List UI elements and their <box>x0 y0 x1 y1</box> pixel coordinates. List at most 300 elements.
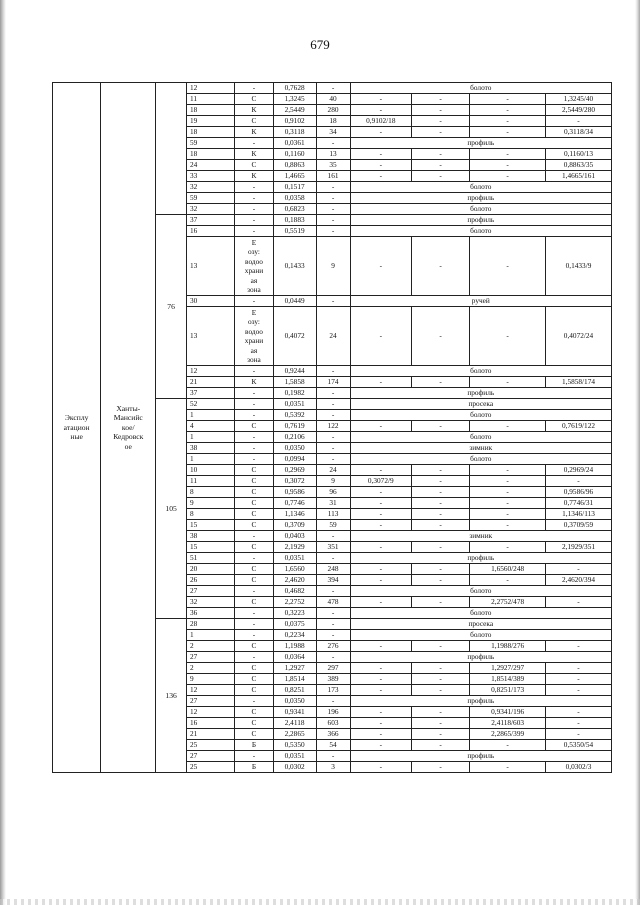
value-cell-3: 1,6560/248 <box>470 564 546 575</box>
category-cell: - <box>235 138 273 149</box>
value-cell-4: 1,1346/113 <box>546 509 612 520</box>
category-cell: - <box>235 531 273 542</box>
land-type-cell: просека <box>350 399 611 410</box>
category-cell: - <box>235 215 273 226</box>
volume-cell: - <box>316 138 350 149</box>
category-cell: - <box>235 193 273 204</box>
value-cell-3: - <box>470 476 546 487</box>
plot-number-cell: 27 <box>186 751 234 762</box>
value-cell-1: - <box>350 597 411 608</box>
volume-cell: 59 <box>316 520 350 531</box>
value-cell-2: - <box>412 149 470 160</box>
quarter-cell: 136 <box>156 619 187 773</box>
value-cell-4: - <box>546 674 612 685</box>
land-type-cell: просека <box>350 619 611 630</box>
category-cell: К <box>235 149 273 160</box>
category-cell: С <box>235 94 273 105</box>
scan-edge-left <box>0 0 6 905</box>
volume-cell: - <box>316 182 350 193</box>
land-type-cell: болото <box>350 454 611 465</box>
table-row <box>53 83 612 94</box>
status-cell-line: ные <box>70 432 83 442</box>
value-cell-1: - <box>350 171 411 182</box>
category-cell: С <box>235 674 273 685</box>
value-cell-3: - <box>470 487 546 498</box>
plot-number-cell: 4 <box>186 421 234 432</box>
plot-number-cell: 32 <box>186 597 234 608</box>
value-cell-2: - <box>412 105 470 116</box>
value-cell-1: - <box>350 707 411 718</box>
value-cell-4: - <box>546 718 612 729</box>
value-cell-3: - <box>470 762 546 773</box>
organization-cell-line: ое <box>124 441 132 451</box>
area-cell: 0,9102 <box>273 116 316 127</box>
area-cell: 0,5392 <box>273 410 316 421</box>
value-cell-2: - <box>412 685 470 696</box>
area-cell: 0,7628 <box>273 83 316 94</box>
category-cell: - <box>235 454 273 465</box>
land-type-cell: профиль <box>350 388 611 399</box>
category-cell: - <box>235 399 273 410</box>
volume-cell: 603 <box>316 718 350 729</box>
area-cell: 0,1433 <box>273 237 316 296</box>
area-cell: 0,0351 <box>273 553 316 564</box>
plot-number-cell: 1 <box>186 410 234 421</box>
volume-cell: 280 <box>316 105 350 116</box>
category-cell: - <box>235 296 273 307</box>
land-type-cell: болото <box>350 630 611 641</box>
volume-cell: - <box>316 751 350 762</box>
category-cell: К <box>235 105 273 116</box>
value-cell-4: 0,0302/3 <box>546 762 612 773</box>
value-cell-3: - <box>470 105 546 116</box>
value-cell-3: 2,2752/478 <box>470 597 546 608</box>
value-cell-4: - <box>546 641 612 652</box>
area-cell: 1,6560 <box>273 564 316 575</box>
value-cell-3: - <box>470 575 546 586</box>
volume-cell: 96 <box>316 487 350 498</box>
plot-number-cell: 18 <box>186 127 234 138</box>
category-cell: С <box>235 597 273 608</box>
category-cell <box>235 237 273 296</box>
organization-cell-line: Кедровск <box>113 432 144 442</box>
value-cell-3: - <box>470 465 546 476</box>
value-cell-2: - <box>412 171 470 182</box>
category-cell: - <box>235 619 273 630</box>
area-cell: 0,2106 <box>273 432 316 443</box>
value-cell-1: - <box>350 762 411 773</box>
area-cell: 0,0351 <box>273 399 316 410</box>
volume-cell: 366 <box>316 729 350 740</box>
plot-number-cell: 15 <box>186 542 234 553</box>
value-cell-4: 2,1929/351 <box>546 542 612 553</box>
organization-cell-line: Ханты- <box>116 403 141 413</box>
value-cell-4: 0,3709/59 <box>546 520 612 531</box>
category-cell: С <box>235 476 273 487</box>
area-cell: 2,4620 <box>273 575 316 586</box>
volume-cell: - <box>316 215 350 226</box>
area-cell: 0,1517 <box>273 182 316 193</box>
land-type-cell: болото <box>350 366 611 377</box>
category-cell: К <box>235 127 273 138</box>
plot-number-cell: 8 <box>186 509 234 520</box>
land-type-cell: профиль <box>350 696 611 707</box>
category-line: ая <box>250 275 258 285</box>
volume-cell: - <box>316 619 350 630</box>
value-cell-1: - <box>350 575 411 586</box>
value-cell-2: - <box>412 520 470 531</box>
value-cell-3: - <box>470 509 546 520</box>
value-cell-2: - <box>412 641 470 652</box>
volume-cell: 161 <box>316 171 350 182</box>
land-type-cell: ручей <box>350 296 611 307</box>
plot-number-cell: 28 <box>186 619 234 630</box>
category-cell: - <box>235 553 273 564</box>
category-cell <box>235 307 273 366</box>
plot-number-cell: 52 <box>186 399 234 410</box>
value-cell-4: 0,7619/122 <box>546 421 612 432</box>
category-cell: - <box>235 366 273 377</box>
volume-cell: 31 <box>316 498 350 509</box>
organization-cell-line: кое/ <box>121 422 135 432</box>
value-cell-1: - <box>350 465 411 476</box>
area-cell: 2,2865 <box>273 729 316 740</box>
plot-number-cell: 59 <box>186 193 234 204</box>
status-cell-line: атацион <box>63 422 90 432</box>
category-cell: Б <box>235 740 273 751</box>
value-cell-2: - <box>412 718 470 729</box>
plot-number-cell: 27 <box>186 586 234 597</box>
status-cell <box>53 83 101 773</box>
category-cell: - <box>235 443 273 454</box>
category-cell: С <box>235 498 273 509</box>
area-cell: 1,1346 <box>273 509 316 520</box>
plot-number-cell: 11 <box>186 94 234 105</box>
category-cell: С <box>235 487 273 498</box>
volume-cell: 113 <box>316 509 350 520</box>
organization-cell-line: Мансийс <box>113 413 143 423</box>
volume-cell: 122 <box>316 421 350 432</box>
volume-cell: 40 <box>316 94 350 105</box>
value-cell-3: - <box>470 421 546 432</box>
area-cell: 0,6823 <box>273 204 316 215</box>
value-cell-2: - <box>412 421 470 432</box>
land-type-cell: профиль <box>350 751 611 762</box>
land-type-cell: профиль <box>350 193 611 204</box>
area-cell: 0,2234 <box>273 630 316 641</box>
plot-number-cell: 18 <box>186 105 234 116</box>
plot-number-cell: 25 <box>186 740 234 751</box>
volume-cell: - <box>316 83 350 94</box>
value-cell-2: - <box>412 542 470 553</box>
category-cell: С <box>235 641 273 652</box>
volume-cell: 276 <box>316 641 350 652</box>
area-cell: 0,1160 <box>273 149 316 160</box>
area-cell: 0,9244 <box>273 366 316 377</box>
land-type-cell: зимник <box>350 443 611 454</box>
volume-cell: 34 <box>316 127 350 138</box>
value-cell-3: - <box>470 116 546 127</box>
value-cell-1: - <box>350 641 411 652</box>
volume-cell: - <box>316 366 350 377</box>
value-cell-4: 2,5449/280 <box>546 105 612 116</box>
page-number: 679 <box>310 37 330 52</box>
area-cell: 0,5350 <box>273 740 316 751</box>
category-cell: К <box>235 171 273 182</box>
area-cell: 0,1883 <box>273 215 316 226</box>
volume-cell: - <box>316 204 350 215</box>
plot-number-cell: 12 <box>186 83 234 94</box>
value-cell-1: - <box>350 487 411 498</box>
value-cell-3: 1,1988/276 <box>470 641 546 652</box>
value-cell-3: - <box>470 94 546 105</box>
value-cell-3: - <box>470 542 546 553</box>
value-cell-3: - <box>470 171 546 182</box>
value-cell-2: - <box>412 465 470 476</box>
value-cell-4: - <box>546 685 612 696</box>
area-cell: 0,1982 <box>273 388 316 399</box>
value-cell-4: 1,3245/40 <box>546 94 612 105</box>
plot-number-cell: 38 <box>186 531 234 542</box>
land-type-cell: зимник <box>350 531 611 542</box>
value-cell-2: - <box>412 377 470 388</box>
volume-cell: - <box>316 410 350 421</box>
volume-cell: - <box>316 630 350 641</box>
area-cell: 0,8251 <box>273 685 316 696</box>
category-cell: - <box>235 410 273 421</box>
value-cell-4: 1,5858/174 <box>546 377 612 388</box>
plot-number-cell: 33 <box>186 171 234 182</box>
value-cell-1: - <box>350 674 411 685</box>
area-cell: 0,3072 <box>273 476 316 487</box>
category-line: ая <box>250 345 258 355</box>
value-cell-1: - <box>350 542 411 553</box>
value-cell-2: - <box>412 127 470 138</box>
volume-cell: 196 <box>316 707 350 718</box>
plot-number-cell: 30 <box>186 296 234 307</box>
value-cell-1: - <box>350 520 411 531</box>
category-cell: - <box>235 751 273 762</box>
plot-number-cell: 32 <box>186 182 234 193</box>
plot-number-cell: 10 <box>186 465 234 476</box>
category-line: зона <box>247 355 261 364</box>
category-cell: С <box>235 707 273 718</box>
category-cell: - <box>235 696 273 707</box>
plot-number-cell: 18 <box>186 149 234 160</box>
volume-cell: 18 <box>316 116 350 127</box>
category-cell: К <box>235 377 273 388</box>
land-type-cell: болото <box>350 608 611 619</box>
volume-cell: - <box>316 454 350 465</box>
volume-cell: - <box>316 696 350 707</box>
value-cell-4: 0,8863/35 <box>546 160 612 171</box>
value-cell-3: - <box>470 307 546 366</box>
value-cell-4: - <box>546 707 612 718</box>
land-type-cell: болото <box>350 204 611 215</box>
value-cell-3: 2,2865/399 <box>470 729 546 740</box>
organization-cell <box>101 83 156 773</box>
value-cell-1: - <box>350 160 411 171</box>
category-line: храни <box>244 336 264 345</box>
plot-number-cell: 27 <box>186 696 234 707</box>
category-cell: С <box>235 718 273 729</box>
value-cell-1: 0,3072/9 <box>350 476 411 487</box>
plot-number-cell: 1 <box>186 454 234 465</box>
area-cell: 0,2969 <box>273 465 316 476</box>
value-cell-2: - <box>412 237 470 296</box>
area-cell: 0,4682 <box>273 586 316 597</box>
value-cell-2: - <box>412 663 470 674</box>
area-cell: 2,1929 <box>273 542 316 553</box>
volume-cell: 9 <box>316 476 350 487</box>
value-cell-1: - <box>350 421 411 432</box>
value-cell-3: - <box>470 498 546 509</box>
area-cell: 0,3223 <box>273 608 316 619</box>
category-line: храни <box>244 266 264 275</box>
area-cell: 0,5519 <box>273 226 316 237</box>
value-cell-3: - <box>470 149 546 160</box>
value-cell-2: - <box>412 740 470 751</box>
value-cell-3: - <box>470 127 546 138</box>
area-cell: 0,0364 <box>273 652 316 663</box>
category-cell: С <box>235 663 273 674</box>
area-cell: 1,3245 <box>273 94 316 105</box>
land-type-cell: болото <box>350 226 611 237</box>
plot-number-cell: 12 <box>186 366 234 377</box>
value-cell-3: - <box>470 520 546 531</box>
quarter-cell: 105 <box>156 399 187 619</box>
value-cell-2: - <box>412 94 470 105</box>
area-cell: 0,7746 <box>273 498 316 509</box>
volume-cell: - <box>316 553 350 564</box>
area-cell: 1,5858 <box>273 377 316 388</box>
plot-number-cell: 37 <box>186 388 234 399</box>
value-cell-1: - <box>350 94 411 105</box>
volume-cell: 248 <box>316 564 350 575</box>
volume-cell: 35 <box>316 160 350 171</box>
category-cell: С <box>235 685 273 696</box>
value-cell-1: - <box>350 127 411 138</box>
volume-cell: - <box>316 531 350 542</box>
value-cell-4: 0,3118/34 <box>546 127 612 138</box>
area-cell: 2,4118 <box>273 718 316 729</box>
value-cell-3: - <box>470 237 546 296</box>
area-cell: 0,3118 <box>273 127 316 138</box>
value-cell-4: 2,4620/394 <box>546 575 612 586</box>
land-type-cell: профиль <box>350 553 611 564</box>
volume-cell: 9 <box>316 237 350 296</box>
value-cell-2: - <box>412 160 470 171</box>
category-line: зона <box>247 285 261 294</box>
plot-number-cell: 1 <box>186 432 234 443</box>
volume-cell: - <box>316 432 350 443</box>
area-cell: 0,0351 <box>273 751 316 762</box>
category-cell: С <box>235 564 273 575</box>
value-cell-2: - <box>412 762 470 773</box>
land-type-cell: болото <box>350 410 611 421</box>
value-cell-4: - <box>546 476 612 487</box>
volume-cell: - <box>316 193 350 204</box>
plot-number-cell: 21 <box>186 729 234 740</box>
value-cell-4: 0,4072/24 <box>546 307 612 366</box>
land-type-cell: профиль <box>350 138 611 149</box>
volume-cell: - <box>316 608 350 619</box>
value-cell-4: - <box>546 597 612 608</box>
category-cell: - <box>235 204 273 215</box>
plot-number-cell: 32 <box>186 204 234 215</box>
category-cell: С <box>235 729 273 740</box>
volume-cell: - <box>316 296 350 307</box>
plot-number-cell: 9 <box>186 674 234 685</box>
value-cell-2: - <box>412 487 470 498</box>
volume-cell: 24 <box>316 465 350 476</box>
value-cell-1: - <box>350 149 411 160</box>
volume-cell: - <box>316 388 350 399</box>
plot-number-cell: 2 <box>186 663 234 674</box>
forest-register-table <box>52 82 612 773</box>
area-cell: 0,9341 <box>273 707 316 718</box>
area-cell: 0,4072 <box>273 307 316 366</box>
plot-number-cell: 13 <box>186 307 234 366</box>
area-cell: 0,0350 <box>273 696 316 707</box>
value-cell-2: - <box>412 575 470 586</box>
value-cell-4: 0,1433/9 <box>546 237 612 296</box>
area-cell: 0,0302 <box>273 762 316 773</box>
value-cell-1: - <box>350 740 411 751</box>
area-cell: 0,7619 <box>273 421 316 432</box>
area-cell: 0,0350 <box>273 443 316 454</box>
land-type-cell: болото <box>350 586 611 597</box>
volume-cell: 351 <box>316 542 350 553</box>
plot-number-cell: 19 <box>186 116 234 127</box>
plot-number-cell: 12 <box>186 707 234 718</box>
value-cell-4: 1,4665/161 <box>546 171 612 182</box>
land-type-cell: болото <box>350 432 611 443</box>
category-line: озу: <box>247 317 260 326</box>
volume-cell: - <box>316 652 350 663</box>
value-cell-4: 0,7746/31 <box>546 498 612 509</box>
plot-number-cell: 26 <box>186 575 234 586</box>
category-cell: - <box>235 630 273 641</box>
value-cell-1: - <box>350 509 411 520</box>
value-cell-3: - <box>470 740 546 751</box>
plot-number-cell: 36 <box>186 608 234 619</box>
value-cell-1: - <box>350 498 411 509</box>
value-cell-1: - <box>350 307 411 366</box>
value-cell-2: - <box>412 597 470 608</box>
plot-number-cell: 21 <box>186 377 234 388</box>
category-line: Е <box>251 307 257 317</box>
value-cell-2: - <box>412 674 470 685</box>
volume-cell: - <box>316 586 350 597</box>
value-cell-3: - <box>470 377 546 388</box>
value-cell-4: 0,1160/13 <box>546 149 612 160</box>
area-cell: 0,0449 <box>273 296 316 307</box>
category-cell: - <box>235 182 273 193</box>
plot-number-cell: 37 <box>186 215 234 226</box>
value-cell-2: - <box>412 498 470 509</box>
value-cell-3: 2,4118/603 <box>470 718 546 729</box>
volume-cell: - <box>316 399 350 410</box>
volume-cell: - <box>316 443 350 454</box>
category-cell: - <box>235 388 273 399</box>
plot-number-cell: 16 <box>186 718 234 729</box>
land-type-cell: профиль <box>350 215 611 226</box>
value-cell-1: - <box>350 564 411 575</box>
category-line: Е <box>251 237 257 247</box>
value-cell-1: - <box>350 685 411 696</box>
category-cell: С <box>235 520 273 531</box>
